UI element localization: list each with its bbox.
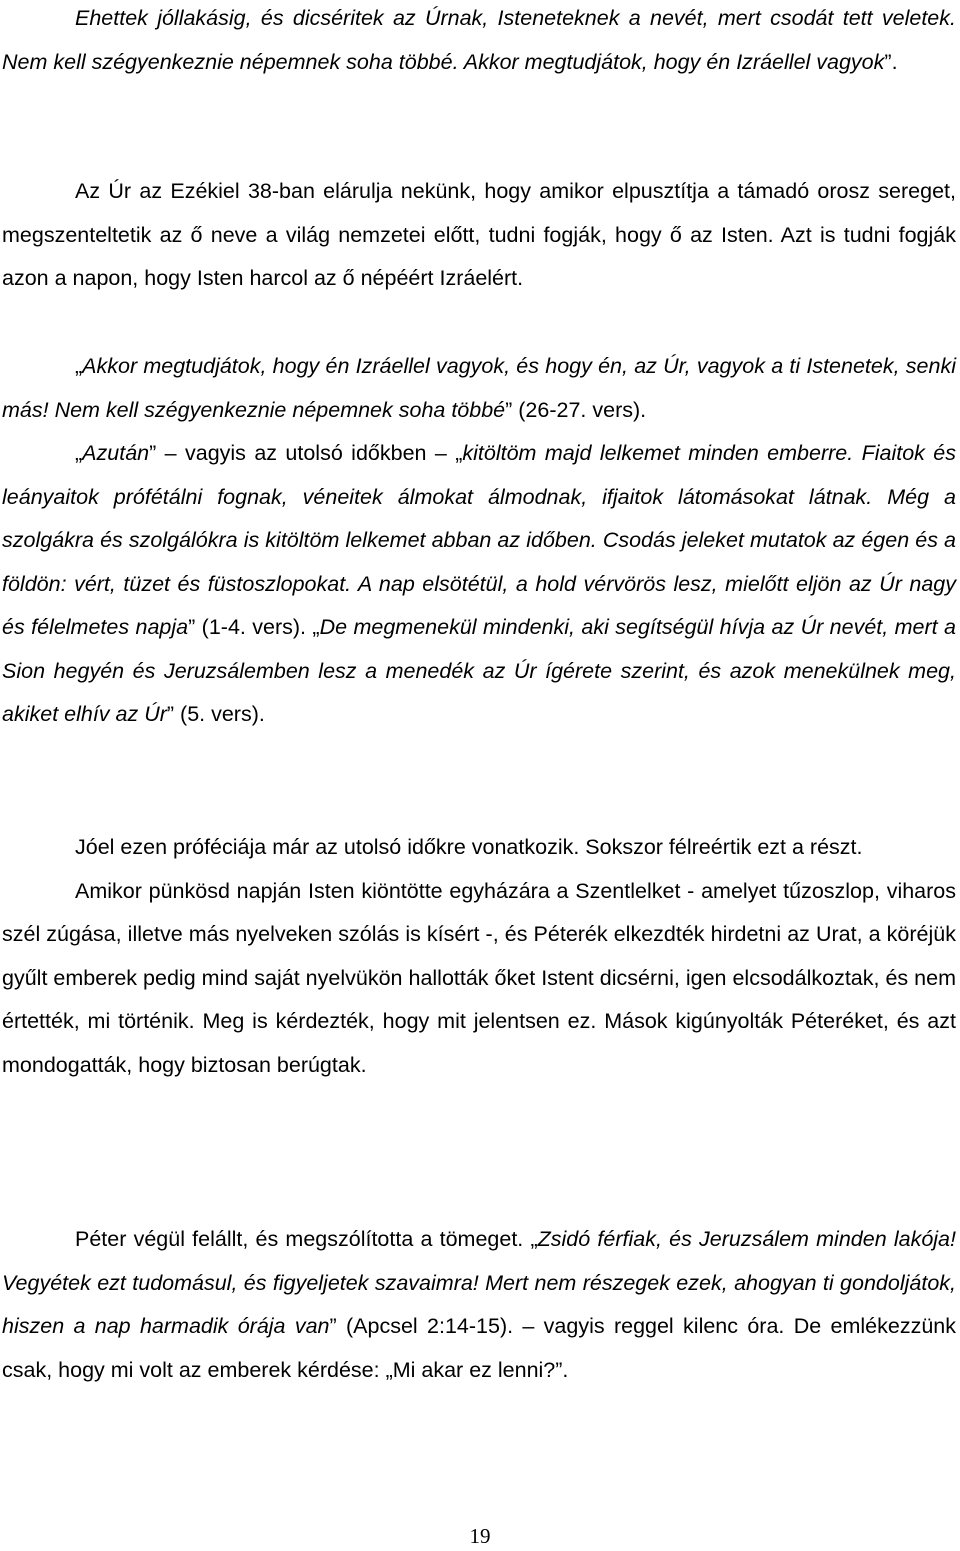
italic-quote-text: De megmenekül mindenki, aki segítségül hívja az Úr nevét, mert a Sion hegyén és Jeruzsálemben lesz a menedék az Úr ígérete szerint, és azok menekülnek meg, akiket elhív az Úr [2,615,957,726]
page-number: 19 [469,1524,491,1548]
body-text: Péter végül felállt, és megszólította a tömeget. „ [75,1227,538,1251]
paragraph-1 [2,0,956,84]
body-text: Az Úr az Ezékiel 38-ban elárulja nekünk, hogy amikor elpusztítja a támadó orosz sereget, megszenteltetik az ő neve a világ nemzetei előtt, tudni fogják, hogy ő az Isten. Azt is tudni fogják azon a napon, hogy Isten harcol az ő népéért Izráelért. [2,179,956,290]
body-text: ” – vagyis az utolsó időkben – „ [149,441,463,465]
body-text: ” (26-27. vers). [505,397,647,422]
paragraph-3 [2,345,956,737]
paragraph-5 [2,1218,956,1392]
body-text: ” (5. vers). [166,702,265,726]
paragraph-4 [2,826,956,1087]
italic-quote-text: Akkor megtudjátok, hogy én Izráellel vagyok, és hogy én, az Úr, vagyok a ti Istenetek, senki más! Nem kell szégyenkeznie népemnek soha többé [2,354,956,422]
italic-quote-text: Zsidó férfiak, és Jeruzsálem minden lakója! Vegyétek ezt tudomásul, és figyeljetek szavaimra! Mert nem részegek ezek, ahogyan ti gondoljátok, hiszen a nap harmadik órája van [2,1227,956,1338]
italic-quote-text: Azután [82,441,150,465]
body-text: „ [75,354,83,378]
italic-quote-text: kitöltöm majd lelkemet minden emberre. Fiaitok és leányaitok prófétálni fognak, véneitek álmokat álmodnak, ifjaitok látomásokat látnak. Még a szolgákra és szolgálókra is kitöltöm lelkemet abban az időben. Csodás jeleket mutatok az égen és a földön: vért, tüzet és füstoszlopokat. A nap elsötétül, a hold vérvörös lesz, mielőtt eljön az Úr nagy és félelmetes napja [2,441,956,639]
body-text: „ [75,441,83,465]
body-text: Jóel ezen próféciája már az utolsó időkre vonatkozik. Sokszor félreértik ezt a részt. [75,835,863,859]
body-text: Amikor pünkösd napján Isten kiöntötte egyházára a Szentlelket - amelyet tűzoszlop, viharos szél zúgása, illetve más nyelveken szólás is kísért -, és Péterék elkezdték hirdetni az Urat, a köréjük gyűlt emberek pedig mind saját nyelvükön hallották őket Istent dicsérni, igen elcsodálkoztak, és nem értették, mi történik. Meg is kérdezték, hogy mit jelentsen ez. Mások kigúnyolták Péteréket, és azt mondogatták, hogy biztosan berúgtak. [2,878,956,1077]
italic-quote-text: Ehettek jóllakásig, és dicséritek az Úrnak, Isteneteknek a nevét, mert csodát tett veletek. Nem kell szégyenkeznie népemnek soha többé. Akkor megtudjátok, hogy én Izráellel vagyok [2,6,956,74]
body-text: ” (1-4. vers). „ [188,615,320,639]
body-text: ” (Apcsel 2:14-15). – vagyis reggel kilenc óra. De emlékezzünk csak, hogy mi volt az emberek kérdése: „Mi akar ez lenni?”. [2,1314,956,1382]
paragraph-2 [2,170,956,301]
body-text: ”. [884,49,898,74]
